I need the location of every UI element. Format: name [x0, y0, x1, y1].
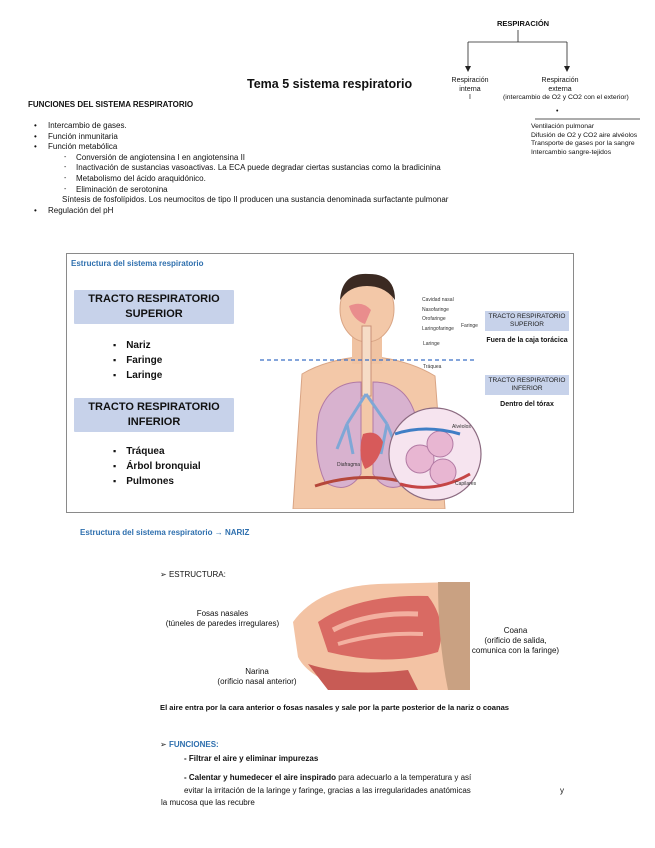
upper-tract-item: ▪ Faringe	[113, 353, 162, 368]
label-coana	[453, 626, 578, 656]
label-narina-title: Narina	[245, 667, 269, 676]
upper-tract-item: ▪ Nariz	[113, 338, 162, 353]
label-fosas-nasales	[155, 609, 290, 629]
tree-left-line3: I	[469, 94, 471, 101]
nose-heading: Estructura del sistema respiratorio → NARIZ	[80, 528, 250, 537]
anatomy-label-traquea: Tráquea	[423, 364, 442, 370]
nose-function-2-line3: la mucosa que las recubre	[161, 798, 255, 807]
tag-lower-line: TRACTO RESPIRATORIO	[488, 377, 566, 384]
tree-connectors	[440, 28, 640, 123]
function-item	[34, 142, 448, 206]
tree-right-note: (intercambio de O2 y CO2 con el exterior)	[503, 94, 629, 101]
resp-externa-item: Intercambio sangre-tejidos	[531, 148, 612, 156]
label-coana-title: Coana	[503, 626, 528, 635]
anatomy-label: Orofaringe	[422, 316, 446, 322]
metabolic-sublist	[48, 153, 448, 195]
resp-externa-item: Ventilación pulmonar	[531, 123, 595, 130]
function-item: • Intercambio de gases.	[34, 121, 448, 132]
tag-lower-line: INFERIOR	[511, 385, 543, 392]
metabolic-item: - Conversión de angiotensina I en angiotensina II	[62, 153, 448, 164]
tree-root-label: RESPIRACIÓN	[497, 19, 550, 28]
nose-functions-label	[160, 740, 219, 749]
functions-heading: FUNCIONES DEL SISTEMA RESPIRATORIO	[28, 100, 194, 109]
nose-illustration	[288, 582, 470, 690]
nose-structure-label	[160, 570, 226, 579]
metabolic-item: - Metabolismo del ácido araquidónico.	[62, 174, 448, 185]
nose-functions-text: FUNCIONES:	[168, 740, 219, 749]
lower-tract-item: ▪ Pulmones	[113, 474, 201, 489]
phospholipid-note: Síntesis de fosfolípidos. Los neumocitos de tipo II producen una sustancia denominada surfactante pulmonar	[62, 195, 449, 205]
anatomy-label: Laringofaringe	[422, 325, 454, 332]
nose-function-1: - Filtrar el aire y eliminar impurezas	[184, 754, 319, 763]
anatomy-small-labels	[422, 296, 454, 334]
function-item: • Función inmunitaria	[34, 132, 448, 143]
anatomy-label-diafragma: Diafragma	[337, 462, 361, 468]
tag-upper-line: SUPERIOR	[510, 321, 544, 328]
resp-externa-list	[531, 123, 637, 157]
tag-lower-sub: Dentro del tórax	[500, 401, 554, 408]
tree-right-line1: Respiración	[541, 77, 579, 84]
lower-tract-list	[113, 444, 201, 489]
tag-lower	[485, 375, 569, 395]
label-fosas-desc: (túneles de paredes irregulares)	[165, 619, 280, 628]
metabolic-item: - Eliminación de serotonina	[62, 185, 448, 196]
arrow-bullet-icon: ➢	[160, 570, 169, 579]
label-coana-desc: comunica con la faringe)	[471, 646, 560, 655]
upper-tract-box	[74, 290, 234, 324]
tree-left-line2: interna	[459, 85, 481, 93]
structure-figure	[66, 253, 574, 513]
upper-tract-title: SUPERIOR	[125, 308, 183, 320]
nose-caption: El aire entra por la cara anterior o fosas nasales y sale por la parte posterior de la nariz o coanas	[160, 703, 510, 712]
alveoli-inset	[385, 404, 485, 504]
tag-upper-sub: Fuera de la caja torácica	[486, 337, 568, 344]
figure-title: Estructura del sistema respiratorio	[71, 259, 204, 268]
anatomy-label-alveolos: Alvéolos	[452, 424, 471, 430]
lower-tract-item: ▪ Árbol bronquial	[113, 459, 201, 474]
upper-tract-title: TRACTO RESPIRATORIO	[88, 293, 220, 305]
anatomy-label-faringe: Faringe	[461, 323, 478, 329]
anatomy-label: Nasofaringe	[422, 306, 449, 313]
nose-function-2-bold: - Calentar y humedecer el aire inspirado	[184, 773, 337, 782]
label-narina-desc: (orificio nasal anterior)	[217, 677, 297, 686]
anatomy-label-capilares: Capilares	[455, 481, 477, 487]
page-title: Tema 5 sistema respiratorio	[247, 77, 413, 91]
tag-upper-line: TRACTO RESPIRATORIO	[488, 313, 566, 320]
label-narina	[207, 667, 307, 687]
anatomy-label: Cavidad nasal	[422, 297, 454, 303]
function-item: • Regulación del pH	[34, 206, 448, 217]
anatomy-label-laringe: Laringe	[423, 341, 440, 347]
lower-tract-item: ▪ Tráquea	[113, 444, 201, 459]
metabolic-item: - Inactivación de sustancias vasoactivas. La ECA puede degradar ciertas sustancias como la bradicinina	[62, 163, 448, 174]
tree-left-line1: Respiración	[451, 77, 489, 84]
lower-tract-box	[74, 398, 234, 432]
tree-right-node	[530, 77, 590, 94]
lower-tract-title: TRACTO RESPIRATORIO	[88, 401, 220, 413]
nose-function-2-line2: evitar la irritación de la laringe y faringe, gracias a las irregularidades anatómicas	[184, 786, 471, 795]
arrow-bullet-icon: ➢	[160, 740, 169, 749]
resp-externa-item: Difusión de O2 y CO2 aire alvéolos	[531, 131, 638, 139]
nose-function-2	[184, 773, 471, 782]
tag-upper	[485, 311, 569, 331]
nose-structure-text: ESTRUCTURA:	[168, 570, 226, 579]
tree-right-line2: externa	[548, 85, 572, 93]
tree-left-node	[446, 77, 494, 103]
nose-function-2-rest: para adecuarlo a la temperatura y así	[336, 773, 472, 782]
nose-function-2-y: y	[560, 786, 564, 795]
function-item-label: Función metabólica	[48, 142, 118, 152]
lower-tract-title: INFERIOR	[127, 416, 181, 428]
label-coana-desc: (orificio de salida,	[484, 636, 547, 645]
functions-list	[34, 121, 448, 216]
upper-tract-item: ▪ Laringe	[113, 368, 162, 383]
label-fosas-title: Fosas nasales	[196, 609, 249, 618]
tree-dot: •	[556, 108, 559, 115]
upper-tract-list	[113, 338, 162, 383]
resp-externa-item: Transporte de gases por la sangre	[531, 140, 635, 148]
